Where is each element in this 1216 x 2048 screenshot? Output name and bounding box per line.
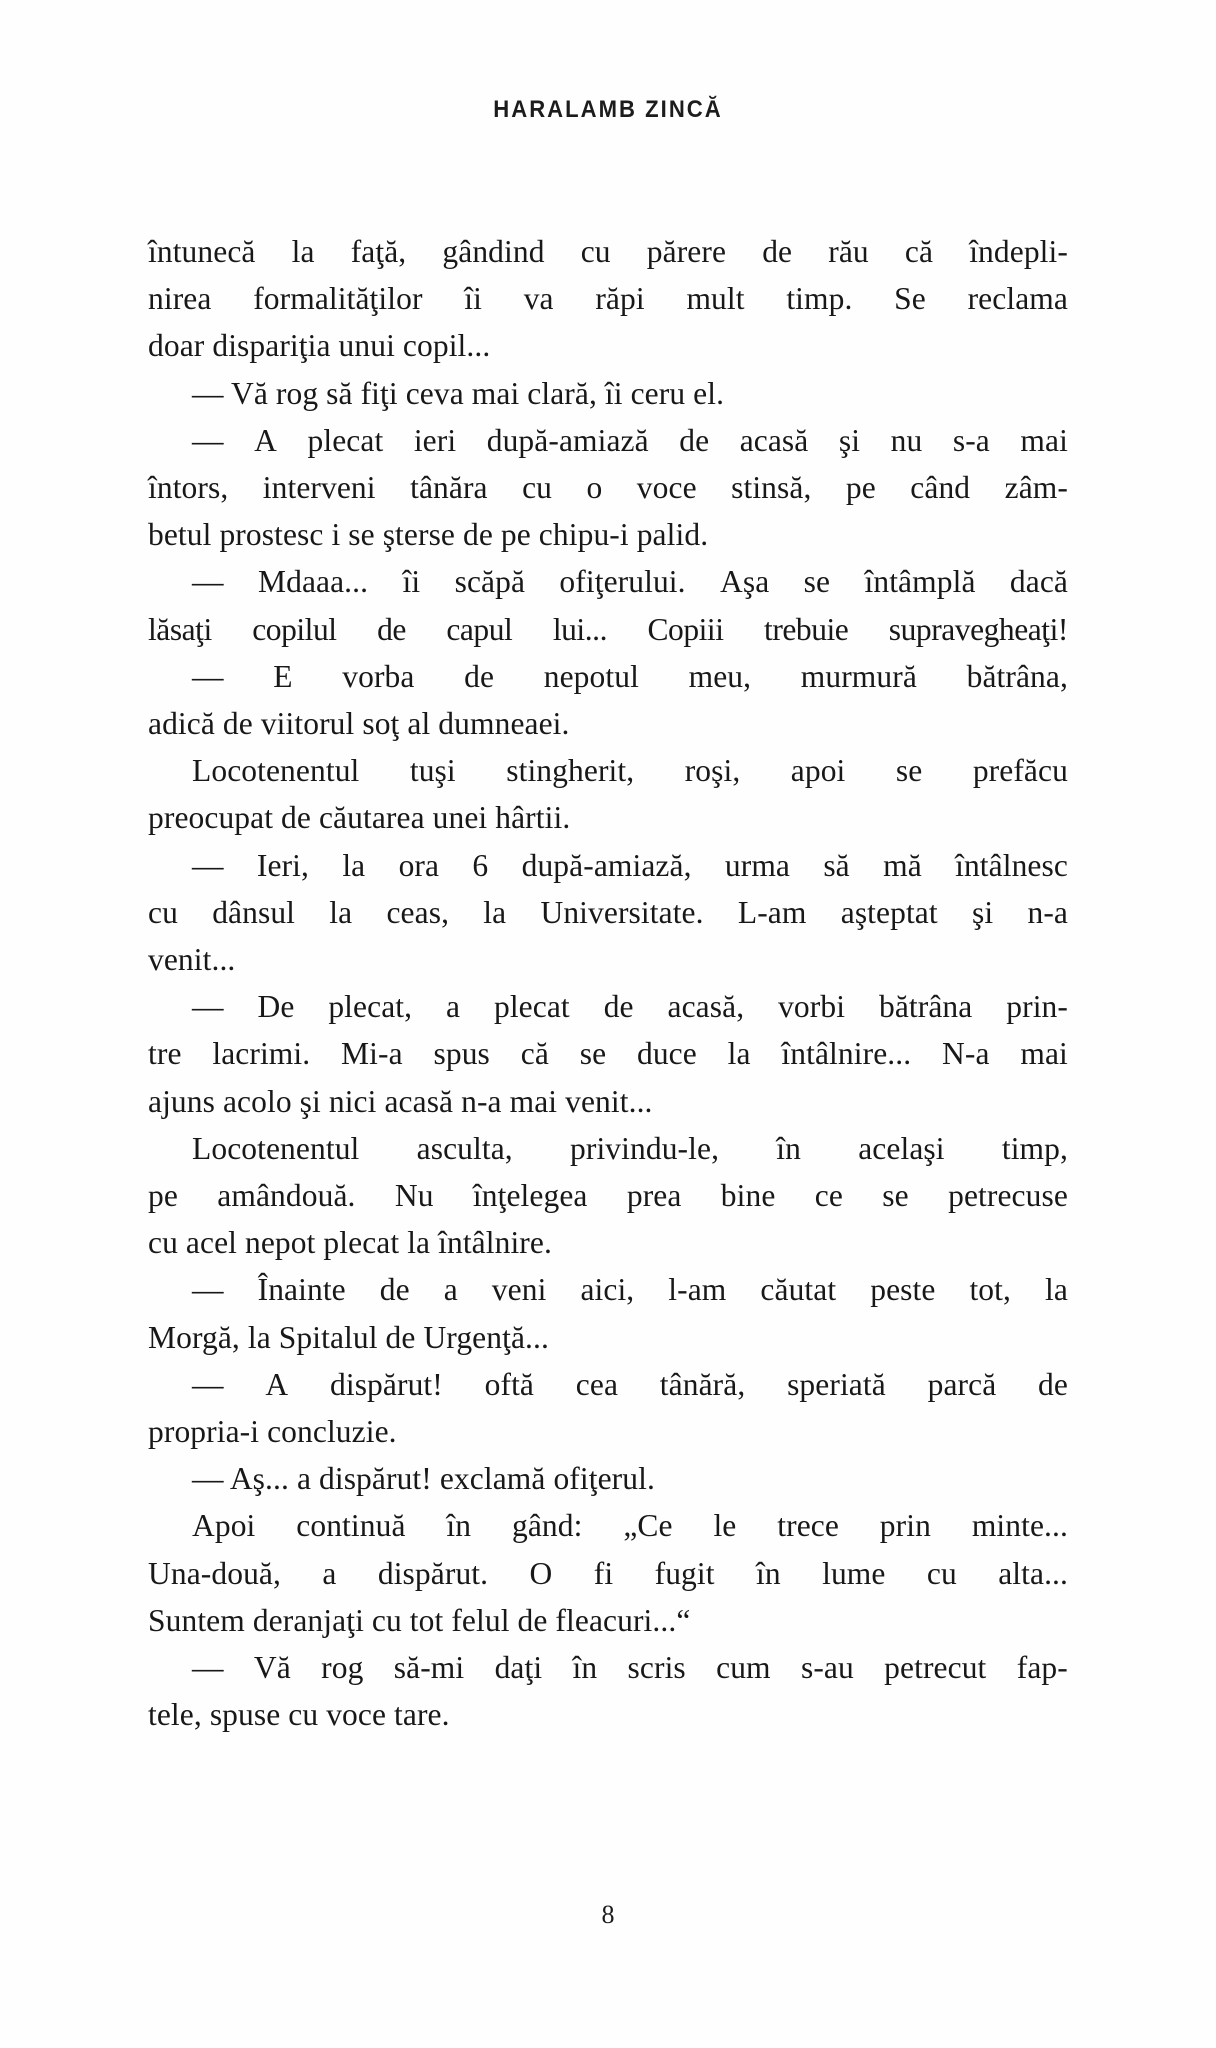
- word: oftă: [484, 1366, 535, 1402]
- word: vorbi: [778, 989, 846, 1025]
- word: interveni: [262, 470, 376, 506]
- word: în: [446, 1508, 472, 1544]
- word: dacă: [1009, 564, 1068, 600]
- word: mă: [883, 847, 922, 883]
- word: meu,: [688, 658, 752, 694]
- word: dispărut.: [377, 1555, 489, 1591]
- word: căutat: [760, 1272, 837, 1308]
- text-line: preocupat de căutarea unei hârtii.: [148, 800, 571, 836]
- word: lacrimi.: [212, 1036, 311, 1072]
- word: la: [291, 234, 315, 269]
- word: timp,: [1001, 1130, 1068, 1166]
- word: de: [1038, 1366, 1068, 1402]
- word: întâlnire...: [781, 1036, 912, 1072]
- word: nirea: [148, 281, 212, 317]
- text-line: — Aş... a dispărut! exclamă ofiţerul.: [192, 1461, 655, 1497]
- word: amândouă.: [217, 1178, 356, 1214]
- word: s-a: [952, 422, 990, 458]
- word: gând:: [511, 1508, 583, 1544]
- word: Se: [894, 281, 926, 317]
- word: prea: [626, 1178, 682, 1214]
- word: timp.: [786, 281, 853, 317]
- word: acasă,: [667, 989, 745, 1025]
- text-line: [148, 1172, 1068, 1219]
- word: că: [520, 1036, 549, 1072]
- word: Ieri,: [256, 847, 310, 883]
- word: —: [192, 658, 224, 694]
- word: Înainte: [257, 1272, 346, 1308]
- word: l-am: [668, 1272, 727, 1308]
- word: 6: [472, 847, 489, 883]
- word: Locotenentul: [192, 753, 360, 789]
- word: ce: [814, 1178, 843, 1214]
- word: să: [823, 847, 850, 883]
- word: întâlnesc: [955, 847, 1068, 883]
- word: a: [443, 1272, 458, 1308]
- word: A: [254, 422, 277, 458]
- text-line: propria-i concluzie.: [148, 1414, 397, 1450]
- word: când: [910, 470, 971, 506]
- word: prin: [879, 1508, 931, 1544]
- word: spus: [433, 1036, 490, 1072]
- word: Aşa: [720, 564, 770, 600]
- word: întâmplă: [864, 564, 976, 600]
- word: Mi-a: [341, 1036, 403, 1072]
- text-line: [148, 1361, 1068, 1408]
- text-line: [148, 228, 1068, 275]
- word: după-amiază,: [521, 847, 692, 883]
- word: privindu-le,: [570, 1130, 720, 1166]
- word: fap-: [1016, 1650, 1068, 1686]
- word: stingherit,: [506, 753, 635, 789]
- word: vorba: [342, 658, 415, 694]
- word: cu: [926, 1555, 957, 1591]
- word: petrecut: [884, 1650, 987, 1686]
- word: după-amiază: [486, 422, 649, 458]
- word: pe: [148, 1178, 178, 1214]
- text-line: venit...: [148, 942, 236, 978]
- word: —: [192, 847, 224, 883]
- word: îi: [402, 564, 421, 600]
- running-header: HARALAMB ZINCĂ: [493, 96, 723, 123]
- word: se: [895, 753, 923, 789]
- word: alta...: [998, 1555, 1068, 1591]
- word: să-mi: [393, 1650, 465, 1686]
- word: continuă: [296, 1508, 406, 1544]
- word: parcă: [927, 1366, 997, 1402]
- word: copilul: [252, 611, 337, 647]
- word: cu: [580, 234, 611, 269]
- word: Apoi: [192, 1508, 256, 1544]
- text-line: [148, 889, 1068, 936]
- word: dânsul: [212, 894, 296, 930]
- word: Copiii: [647, 611, 724, 647]
- word: prin-: [1006, 989, 1068, 1025]
- word: —: [192, 1366, 224, 1402]
- word: la: [483, 894, 507, 930]
- word: urma: [724, 847, 791, 883]
- word: faţă,: [350, 234, 407, 269]
- word: şi: [972, 894, 994, 930]
- word: de: [379, 1272, 410, 1308]
- word: n-a: [1027, 894, 1068, 930]
- word: părere: [646, 234, 727, 269]
- word: L-am: [737, 894, 807, 930]
- word: se: [803, 564, 831, 600]
- text-line: doar dispariţia unui copil...: [148, 328, 491, 364]
- word: tânăra: [410, 470, 488, 506]
- word: plecat: [307, 422, 384, 458]
- word: aşteptat: [840, 894, 938, 930]
- word: cu: [522, 470, 553, 506]
- word: —: [192, 564, 224, 600]
- text-line: [148, 1550, 1068, 1597]
- word: acasă: [739, 422, 809, 458]
- text-line: [148, 653, 1068, 700]
- word: de: [762, 234, 793, 269]
- word: s-au: [800, 1650, 854, 1686]
- word: tânără,: [659, 1366, 746, 1402]
- text-line: [148, 558, 1068, 605]
- text-line: Suntem deranjaţi cu tot felul de fleacuri...“: [148, 1602, 691, 1638]
- word: bine: [720, 1178, 776, 1214]
- word: de: [464, 658, 495, 694]
- text-line: [148, 1502, 1068, 1549]
- word: îi: [464, 281, 482, 317]
- word: de: [603, 989, 634, 1025]
- word: tot,: [969, 1272, 1011, 1308]
- word: în: [776, 1130, 801, 1166]
- word: le: [713, 1508, 737, 1544]
- word: Nu: [394, 1178, 434, 1214]
- word: lui...: [552, 611, 607, 647]
- word: cea: [575, 1366, 619, 1402]
- word: Mdaaa...: [257, 564, 369, 600]
- word: înţelegea: [472, 1178, 588, 1214]
- word: O: [529, 1555, 553, 1591]
- word: asculta,: [416, 1130, 513, 1166]
- word: A: [265, 1366, 289, 1402]
- word: că: [904, 234, 934, 269]
- word: Vă: [253, 1650, 291, 1686]
- word: E: [273, 658, 293, 694]
- word: trebuie: [764, 611, 849, 647]
- text-line: [148, 747, 1068, 794]
- word: speriată: [787, 1366, 886, 1402]
- word: fi: [593, 1555, 614, 1591]
- text-line: ajuns acolo şi nici acasă n-a mai venit...: [148, 1083, 653, 1119]
- text-line: tele, spuse cu voce tare.: [148, 1697, 450, 1733]
- word: Universitate.: [540, 894, 704, 930]
- word: acelaşi: [858, 1130, 945, 1166]
- word: apoi: [790, 753, 846, 789]
- word: bătrâna: [878, 989, 973, 1025]
- word: peste: [870, 1272, 936, 1308]
- text-line: [148, 417, 1068, 464]
- word: la: [1044, 1272, 1068, 1308]
- text-line: betul prostesc i se şterse de pe chipu-i palid.: [148, 517, 709, 553]
- word: stinsă,: [731, 470, 812, 506]
- word: şi: [838, 422, 861, 458]
- word: N-a: [942, 1036, 990, 1072]
- word: tre: [148, 1036, 182, 1072]
- word: „Ce: [623, 1508, 673, 1544]
- word: veni: [491, 1272, 547, 1308]
- text-line: [148, 1644, 1068, 1691]
- word: murmură: [800, 658, 917, 694]
- word: plecat,: [328, 989, 413, 1025]
- text-line: [148, 606, 1068, 653]
- word: prefăcu: [972, 753, 1068, 789]
- word: a: [446, 989, 461, 1025]
- word: petrecuse: [948, 1178, 1068, 1214]
- text-line: adică de viitorul soţ al dumneaei.: [148, 706, 570, 742]
- word: Una-două,: [148, 1555, 281, 1591]
- word: ora: [398, 847, 440, 883]
- word: lăsaţi: [148, 611, 212, 647]
- word: tuşi: [409, 753, 456, 789]
- word: la: [727, 1036, 751, 1072]
- word: —: [192, 1272, 224, 1308]
- word: dispărut!: [330, 1366, 443, 1402]
- word: Locotenentul: [192, 1130, 360, 1166]
- word: —: [192, 989, 224, 1025]
- body-text-block: [148, 228, 1068, 1739]
- word: se: [579, 1036, 607, 1072]
- word: mai: [1020, 1036, 1068, 1072]
- word: duce: [636, 1036, 697, 1072]
- word: scăpă: [454, 564, 526, 600]
- word: cum: [716, 1650, 771, 1686]
- word: ceas,: [386, 894, 450, 930]
- word: zâm-: [1004, 470, 1068, 506]
- text-line: [148, 1125, 1068, 1172]
- word: în: [756, 1555, 781, 1591]
- word: roşi,: [684, 753, 741, 789]
- word: nu: [890, 422, 923, 458]
- word: aici,: [580, 1272, 635, 1308]
- word: plecat: [493, 989, 570, 1025]
- word: de: [377, 611, 406, 647]
- text-line: [148, 842, 1068, 889]
- word: va: [523, 281, 554, 317]
- word: pe: [845, 470, 876, 506]
- word: capul: [446, 611, 513, 647]
- word: gândind: [442, 234, 545, 269]
- word: ieri: [413, 422, 457, 458]
- text-line: cu acel nepot plecat la întâlnire.: [148, 1225, 552, 1261]
- word: voce: [636, 470, 697, 506]
- word: rog: [321, 1650, 364, 1686]
- word: minte...: [971, 1508, 1068, 1544]
- text-line: Morgă, la Spitalul de Urgenţă...: [148, 1319, 549, 1355]
- word: răpi: [595, 281, 645, 317]
- word: întors,: [148, 470, 229, 506]
- word: se: [882, 1178, 909, 1214]
- word: lume: [822, 1555, 886, 1591]
- text-line: [148, 1266, 1068, 1313]
- word: rău: [828, 234, 869, 269]
- word: cu: [148, 894, 178, 930]
- word: ofiţerului.: [559, 564, 686, 600]
- word: fugit: [654, 1555, 715, 1591]
- word: De: [257, 989, 295, 1025]
- text-line: [148, 464, 1068, 511]
- text-line: — Vă rog să fiţi ceva mai clară, îi ceru el.: [192, 375, 725, 411]
- word: trece: [777, 1508, 839, 1544]
- word: supravegheaţi!: [888, 611, 1068, 647]
- word: mult: [686, 281, 745, 317]
- word: mai: [1020, 422, 1068, 458]
- word: o: [586, 470, 603, 506]
- word: în: [572, 1650, 598, 1686]
- word: reclama: [967, 281, 1068, 317]
- text-line: [148, 1030, 1068, 1077]
- word: întunecă: [148, 234, 256, 269]
- word: de: [679, 422, 710, 458]
- word: nepotul: [543, 658, 639, 694]
- word: —: [192, 1650, 224, 1686]
- text-line: [148, 275, 1068, 322]
- page-number: 8: [601, 1900, 615, 1929]
- word: la: [342, 847, 366, 883]
- word: la: [329, 894, 353, 930]
- text-line: [148, 983, 1068, 1030]
- word: formalităţilor: [253, 281, 423, 317]
- word: —: [192, 422, 224, 458]
- word: îndepli-: [969, 234, 1068, 269]
- word: scris: [627, 1650, 686, 1686]
- word: a: [322, 1555, 337, 1591]
- word: bătrâna,: [966, 658, 1068, 694]
- word: daţi: [494, 1650, 543, 1686]
